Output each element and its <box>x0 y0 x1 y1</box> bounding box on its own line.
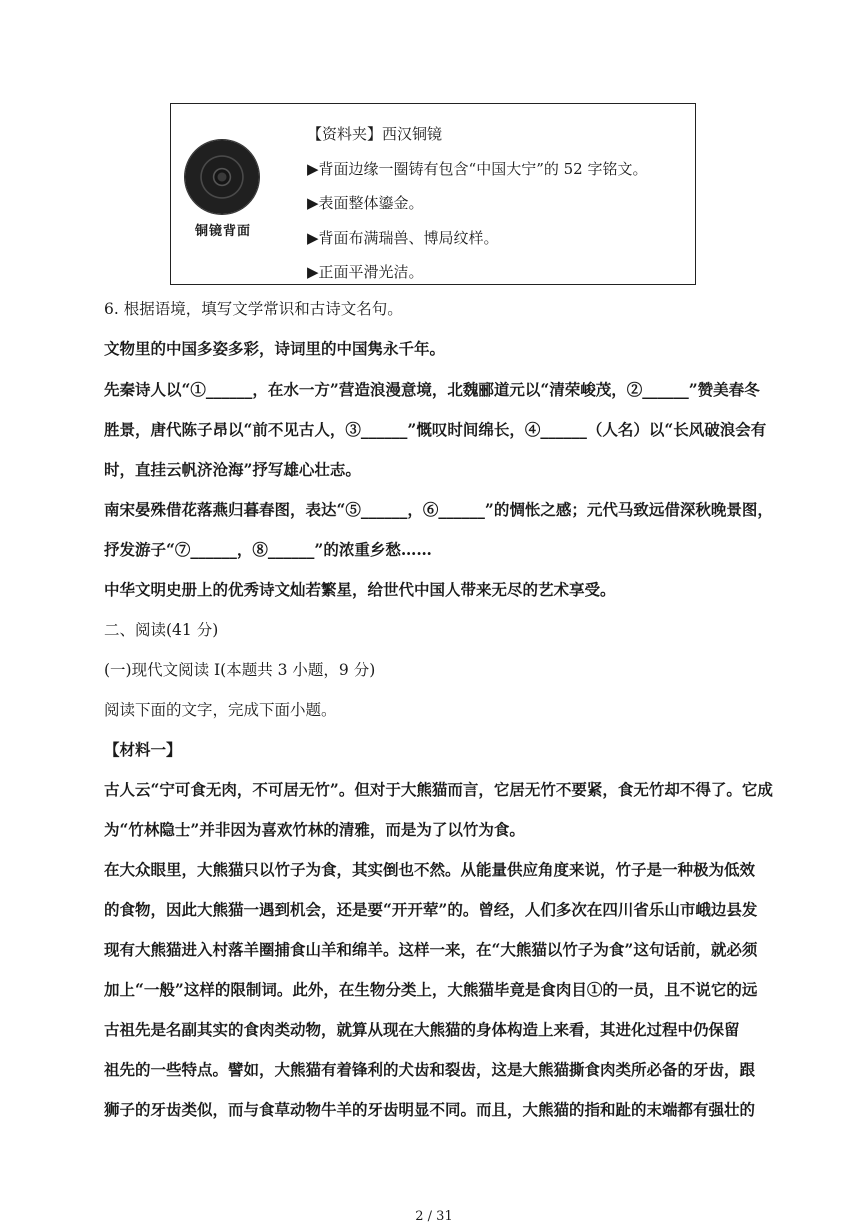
paragraph-line: 现有大熊猫进入村落羊圈捕食山羊和绵羊。这样一来，在“大熊猫以竹子为食”这句话前，就必须 <box>104 940 758 959</box>
bronze-mirror-figure <box>185 140 261 239</box>
material-label: 【材料一】 <box>104 740 182 759</box>
paragraph-line: 为“竹林隐士”并非因为喜欢竹林的清雅，而是为了以竹为食。 <box>104 820 525 839</box>
info-item: ▶背面布满瑞兽、博局纹样。 <box>307 228 499 247</box>
paragraph-line: 文物里的中国多姿多彩，诗词里的中国隽永千年。 <box>104 339 446 358</box>
figure-caption: 铜镜背面 <box>194 224 251 239</box>
paragraph-line: 南宋晏殊借花落燕归暮春图，表达“⑤______，⑥______”的惆怅之感；元代马致远借深秋晚景图， <box>104 500 773 519</box>
paragraph-line: 古祖先是名副其实的食肉类动物，就算从现在大熊猫的身体构造上来看，其进化过程中仍保留 <box>104 1020 740 1039</box>
info-item: ▶正面平滑光洁。 <box>307 263 424 281</box>
reference-info-box <box>170 103 696 285</box>
paragraph-line: 祖先的一些特点。譬如，大熊猫有着锋利的犬齿和裂齿，这是大熊猫撕食肉类所必备的牙齿，跟 <box>104 1060 756 1079</box>
paragraph-line: 中华文明史册上的优秀诗文灿若繁星，给世代中国人带来无尽的艺术享受。 <box>104 580 616 599</box>
info-item: ▶表面整体鎏金。 <box>307 194 424 212</box>
paragraph-line: 古人云“宁可食无肉，不可居无竹”。但对于大熊猫而言，它居无竹不要紧，食无竹却不得了。它成 <box>104 780 773 799</box>
paragraph-line: 的食物，因此大熊猫一遇到机会，还是要“开开荤”的。曾经，人们多次在四川省乐山市峨边县发 <box>104 900 758 919</box>
info-title: 【资料夹】西汉铜镜 <box>307 125 443 143</box>
subsection-heading: (一)现代文阅读 I(本题共 3 小题，9 分) <box>104 661 376 679</box>
section-heading: 二、阅读(41 分) <box>104 621 219 639</box>
paragraph-line: 胜景，唐代陈子昂以“前不见古人，③______”慨叹时间绵长，④______（人名）以“长风破浪会有 <box>104 420 767 439</box>
paragraph-line: 时，直挂云帆济沧海”抒写雄心壮志。 <box>104 460 361 479</box>
info-list <box>307 117 648 290</box>
paragraph-line: 加上“一般”这样的限制词。此外，在生物分类上，大熊猫毕竟是食肉目①的一员，且不说它的远 <box>104 980 758 999</box>
paragraph-line: 抒发游子“⑦______，⑧______”的浓重乡愁…… <box>104 540 432 559</box>
instruction-text: 阅读下面的文字，完成下面小题。 <box>104 701 337 719</box>
bronze-mirror-image <box>185 140 259 214</box>
info-item: ▶背面边缘一圈铸有包含“中国大宁”的 52 字铭文。 <box>307 159 648 178</box>
paragraph-line: 在大众眼里，大熊猫只以竹子为食，其实倒也不然。从能量供应角度来说，竹子是一种极为低效 <box>104 860 756 879</box>
page-number: 2 / 31 <box>415 1209 453 1224</box>
paragraph-line: 狮子的牙齿类似，而与食草动物牛羊的牙齿明显不同。而且，大熊猫的指和趾的末端都有强壮的 <box>104 1100 756 1119</box>
question-heading: 6. 根据语境，填写文学常识和古诗文名句。 <box>104 300 403 318</box>
paragraph-line: 先秦诗人以“①______，在水一方”营造浪漫意境，北魏郦道元以“清荣峻茂，②______”赞美春冬 <box>104 380 760 399</box>
